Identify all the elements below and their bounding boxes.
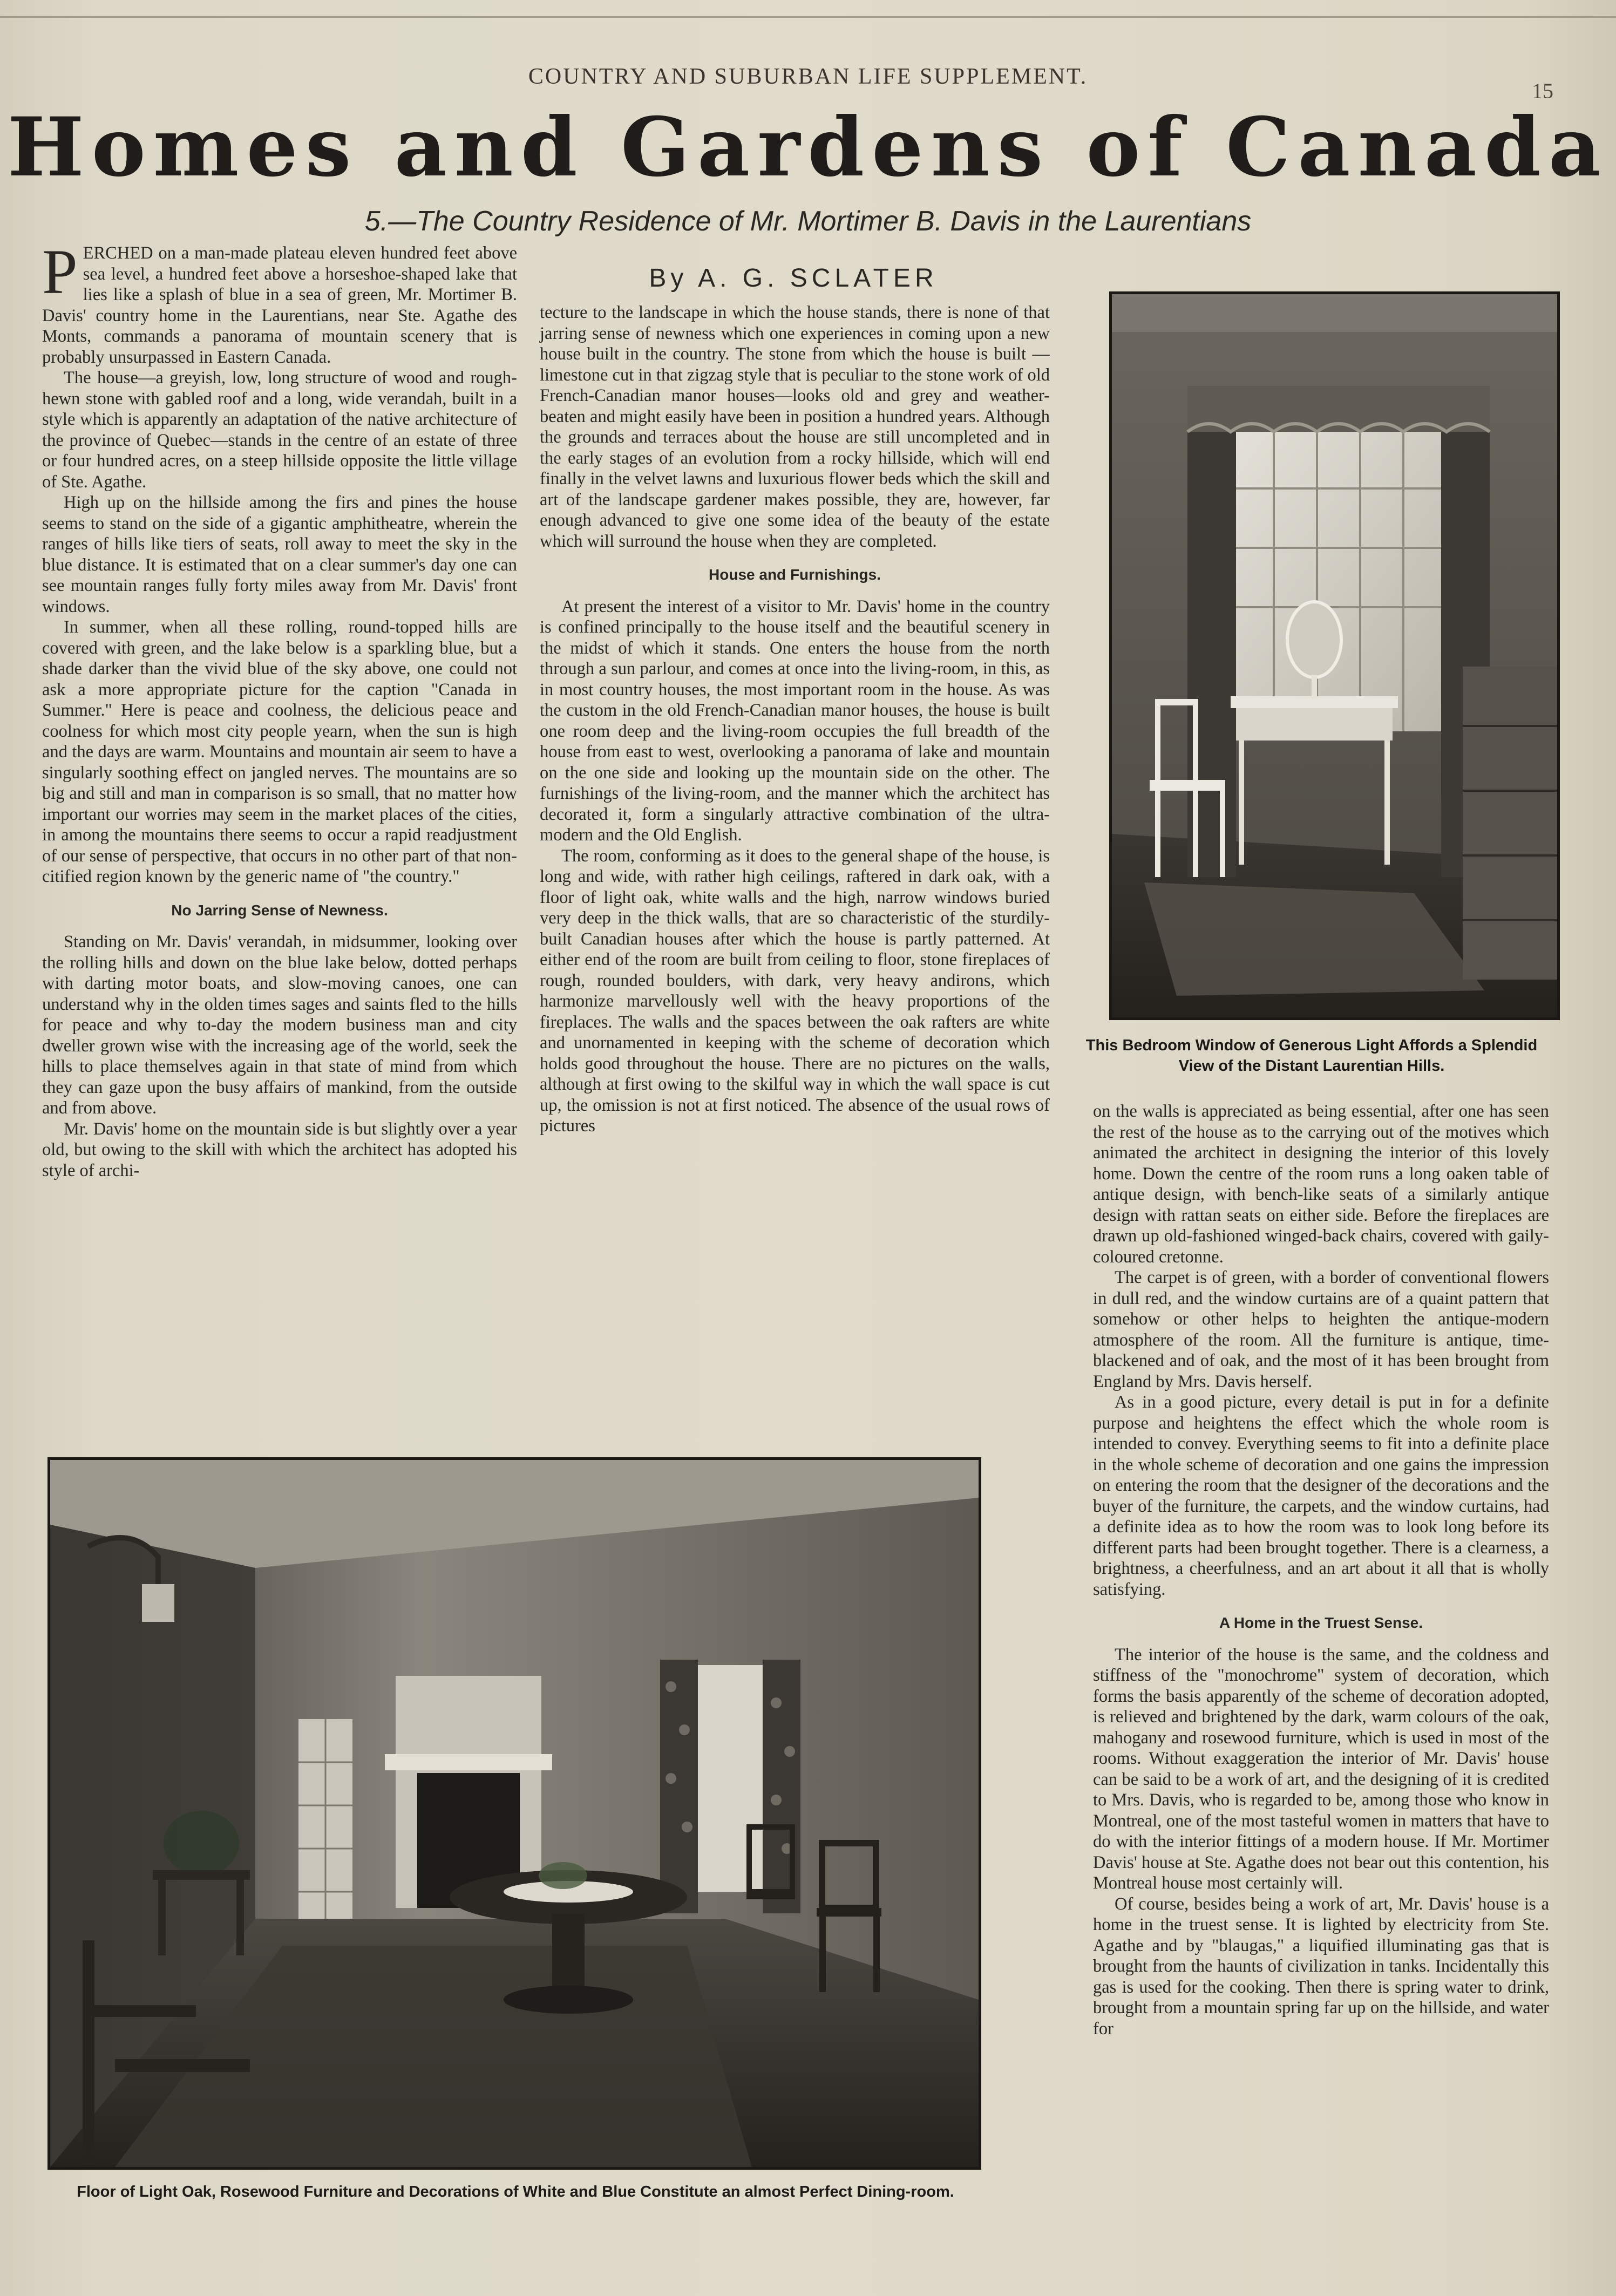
paragraph: High up on the hillside among the firs and pines the house seems to stand on the side of a gigantic amphitheatre, wherein the ranges of hills like tiers of seats, roll away to meet the sky in the blue distance. It is estimated that on a clear summer's day one can see mountain ranges fully forty miles away from Mr. Davis' front windows.	[42, 493, 517, 616]
dining-room-illustration	[50, 1460, 979, 2167]
article-title: Homes and Gardens of Canada	[7, 100, 1608, 195]
paragraph: The room, conforming as it does to the general shape of the house, is long and wide, with rather high ceilings, raftered in dark oak, with a floor of light oak, white walls and the high, narrow windows buried very deep in the thick walls, that are so characteristic of the sturdily-built Canadian houses after which the house is partly patterned. At either end of the room are built from ceiling to floor, stone fireplaces of rough, rounded boulders, with dark, very heavy andirons, which harmonize marvellously well with the heavy proportions of the fireplaces. The walls and the spaces between the oak rafters are white and unornamented in keeping with the scheme of decoration which holds good throughout the house. There are no pictures on the walls, although at first owing to the skilful way in which the wall space is cut up, the omission is not at first noticed. The absence of the usual rows of pictures	[540, 846, 1050, 1136]
top-edge-rule	[0, 16, 1616, 18]
page-number: 15	[1532, 79, 1553, 103]
column-1	[42, 236, 517, 1181]
paragraph-text: ERCHED on a man-made plateau eleven hundred feet above sea level, a hundred feet above a horseshoe-shaped lake that lies like a splash of blue in a sea of green, Mr. Mortimer B. Davis' country home in the Laurentians, near Ste. Agathe des Monts, commands a panorama of mountain scenery that is probably unsurpassed in Eastern Canada.	[42, 243, 517, 367]
section-heading: A Home in the Truest Sense.	[1219, 1614, 1423, 1631]
running-head: COUNTRY AND SUBURBAN LIFE SUPPLEMENT.	[528, 64, 1088, 89]
paragraph: Of course, besides being a work of art, Mr. Davis' house is a home in the truest sense. It is lighted by electricity from Ste. Agathe and by "blaugas," a liquified illuminating gas that is brought from the haunts of civilization in tanks. Incidentally this gas is used for the cooking. Then there is spring water to drink, brought from a mountain spring far up on the hillside, and water for	[1093, 1894, 1549, 2039]
paragraph: The carpet is of green, with a border of conventional flowers in dull red, and the window curtains are of a quaint pattern that somehow or other helps to heighten the antique-modern atmosphere of the room. All the furniture is antique, time-blackened and of oak, and the most of it has been brought from England by Mrs. Davis herself.	[1093, 1268, 1549, 1391]
section-heading: No Jarring Sense of Newness.	[171, 901, 388, 919]
bedroom-photo-caption: This Bedroom Window of Generous Light Affords a Splendid View of the Distant Laurentian Hills.	[1085, 1037, 1538, 1075]
column-3	[1093, 1101, 1549, 2039]
paragraph: At present the interest of a visitor to Mr. Davis' home in the country is confined principally to the house itself and the beautiful scenery in the midst of which it stands. One enters the house from the north through a sun parlour, and comes at once into the living-room, in this, as in most country houses, the most important room in the house. As was the custom in the old French-Canadian manor houses, the house is built one room deep and the living-room occupies the full breadth of the house from east to west, overlooking a panorama of lake and mountain on the one side and looking up the mountain side on the other. The furnishings of the living-room, and the manner which the architect has decorated it, form a singularly attractive combination of the ultra-modern and the Old English.	[540, 596, 1050, 845]
paragraph: The interior of the house is the same, and the coldness and stiffness of the "monochrome" system of decoration, which forms the basis apparently of the scheme of decoration adopted, is relieved and brightened by the dark, warm colours of the oak, mahogany and rosewood furniture, which is used in most of the rooms. Without exaggeration the interior of Mr. Davis' house can be said to be a work of art, and the designing of it is credited to Mrs. Davis, who is regarded to be, among those who know in Montreal, one of the most tasteful women in matters that have to do with the interior fittings of a modern house. If Mr. Mortimer Davis' house at Ste. Agathe does not bear out this contention, his Montreal house most certainly will.	[1093, 1645, 1549, 1893]
paragraph: Standing on Mr. Davis' verandah, in midsummer, looking over the rolling hills and down on the blue lake below, dotted perhaps with darting motor boats, and slow-moving canoes, one can understand why in the olden times sages and saints fled to the hills for peace and why to-day the modern business man and city dweller grown wise with the increasing age of the world, seek the hills to place themselves again in that state of mind from which they can gaze upon the busy affairs of mankind, from the outside and from above.	[42, 932, 517, 1118]
paragraph: The house—a greyish, low, long structure of wood and rough-hewn stone with gabled roof and a long, wide verandah, built in a style which is apparently an adaptation of the native architecture of the province of Quebec—stands in the centre of an estate of three or four hundred acres, on a steep hillside opposite the little village of Ste. Agathe.	[42, 368, 517, 492]
dining-room-photo	[47, 1457, 981, 2170]
column-2	[540, 302, 1050, 1137]
bedroom-photo	[1109, 291, 1560, 1020]
drop-cap: P	[42, 236, 78, 307]
paragraph: tecture to the landscape in which the house stands, there is none of that jarring sense of newness which one experiences in coming upon a new house built in the country. The stone from which the house is built —limestone cut in that zigzag style that is peculiar to the stone work of old French-Canadian manor houses—looks old and grey and weather-beaten and might easily have been in position a hundred years. Although the grounds and terraces about the house are still uncompleted and in the early stages of an evolution from a rocky hillside, which will end finally in the velvet lawns and luxurious flower beds which the skill and art of the landscape gardener makes possible, they are, however, far enough advanced to give one some idea of the beauty of the estate which will surround the house when they are completed.	[540, 303, 1050, 551]
dining-room-photo-caption: Floor of Light Oak, Rosewood Furniture and Decorations of White and Blue Constitute an almost Perfect Dining-room.	[77, 2183, 954, 2200]
paragraph: Mr. Davis' home on the mountain side is but slightly over a year old, but owing to the skill with which the architect has adopted his style of archi-	[42, 1119, 517, 1180]
paragraph: In summer, when all these rolling, round-topped hills are covered with green, and the lake below is a sparkling blue, but a shade darker than the vivid blue of the sky above, one could not ask a more appropriate picture for the caption "Canada in Summer." Here is peace and coolness, the delicious peace and coolness for which most city people yearn, when the sun is high and the days are warm. Mountains and mountain air seem to have a singularly soothing effect on jangled nerves. The mountains are so big and still and man in comparison is so small, that no matter how important our worries may seem in the market places of the cities, in among the mountains there seems to occur a rapid readjustment of our sense of perspective, that occurs in no other part of that non-citified region known by the generic name of "the country."	[42, 617, 517, 886]
paragraph	[42, 236, 517, 368]
byline: By A. G. SCLATER	[649, 264, 938, 293]
paragraph: As in a good picture, every detail is put in for a definite purpose and heightens the effect which the whole room is intended to convey. Everything seems to fit into a definite place in the whole scheme of decoration and one gains the impression on entering the room that the designer of the decorations and the buyer of the furniture, the carpets, and the window curtains, had a definite idea as to how the room was to look long before its different parts had been brought together. There is a clearness, a brightness, a cheerfulness, and an art about it all that is wholly satisfying.	[1093, 1392, 1549, 1599]
bedroom-illustration	[1112, 294, 1557, 1017]
section-heading: House and Furnishings.	[709, 566, 881, 583]
paragraph: on the walls is appreciated as being essential, after one has seen the rest of the house as to the carrying out of the motives which animated the architect in designing the interior of this lovely home. Down the centre of the room runs a long oaken table of antique design, with bench-like seats of a similarly antique design with rattan seats on either side. Before the fireplaces are drawn up old-fashioned winged-back chairs, covered with gaily-coloured cretonne.	[1093, 1102, 1549, 1267]
article-subtitle: 5.—The Country Residence of Mr. Mortimer B. Davis in the Laurentians	[364, 206, 1252, 237]
